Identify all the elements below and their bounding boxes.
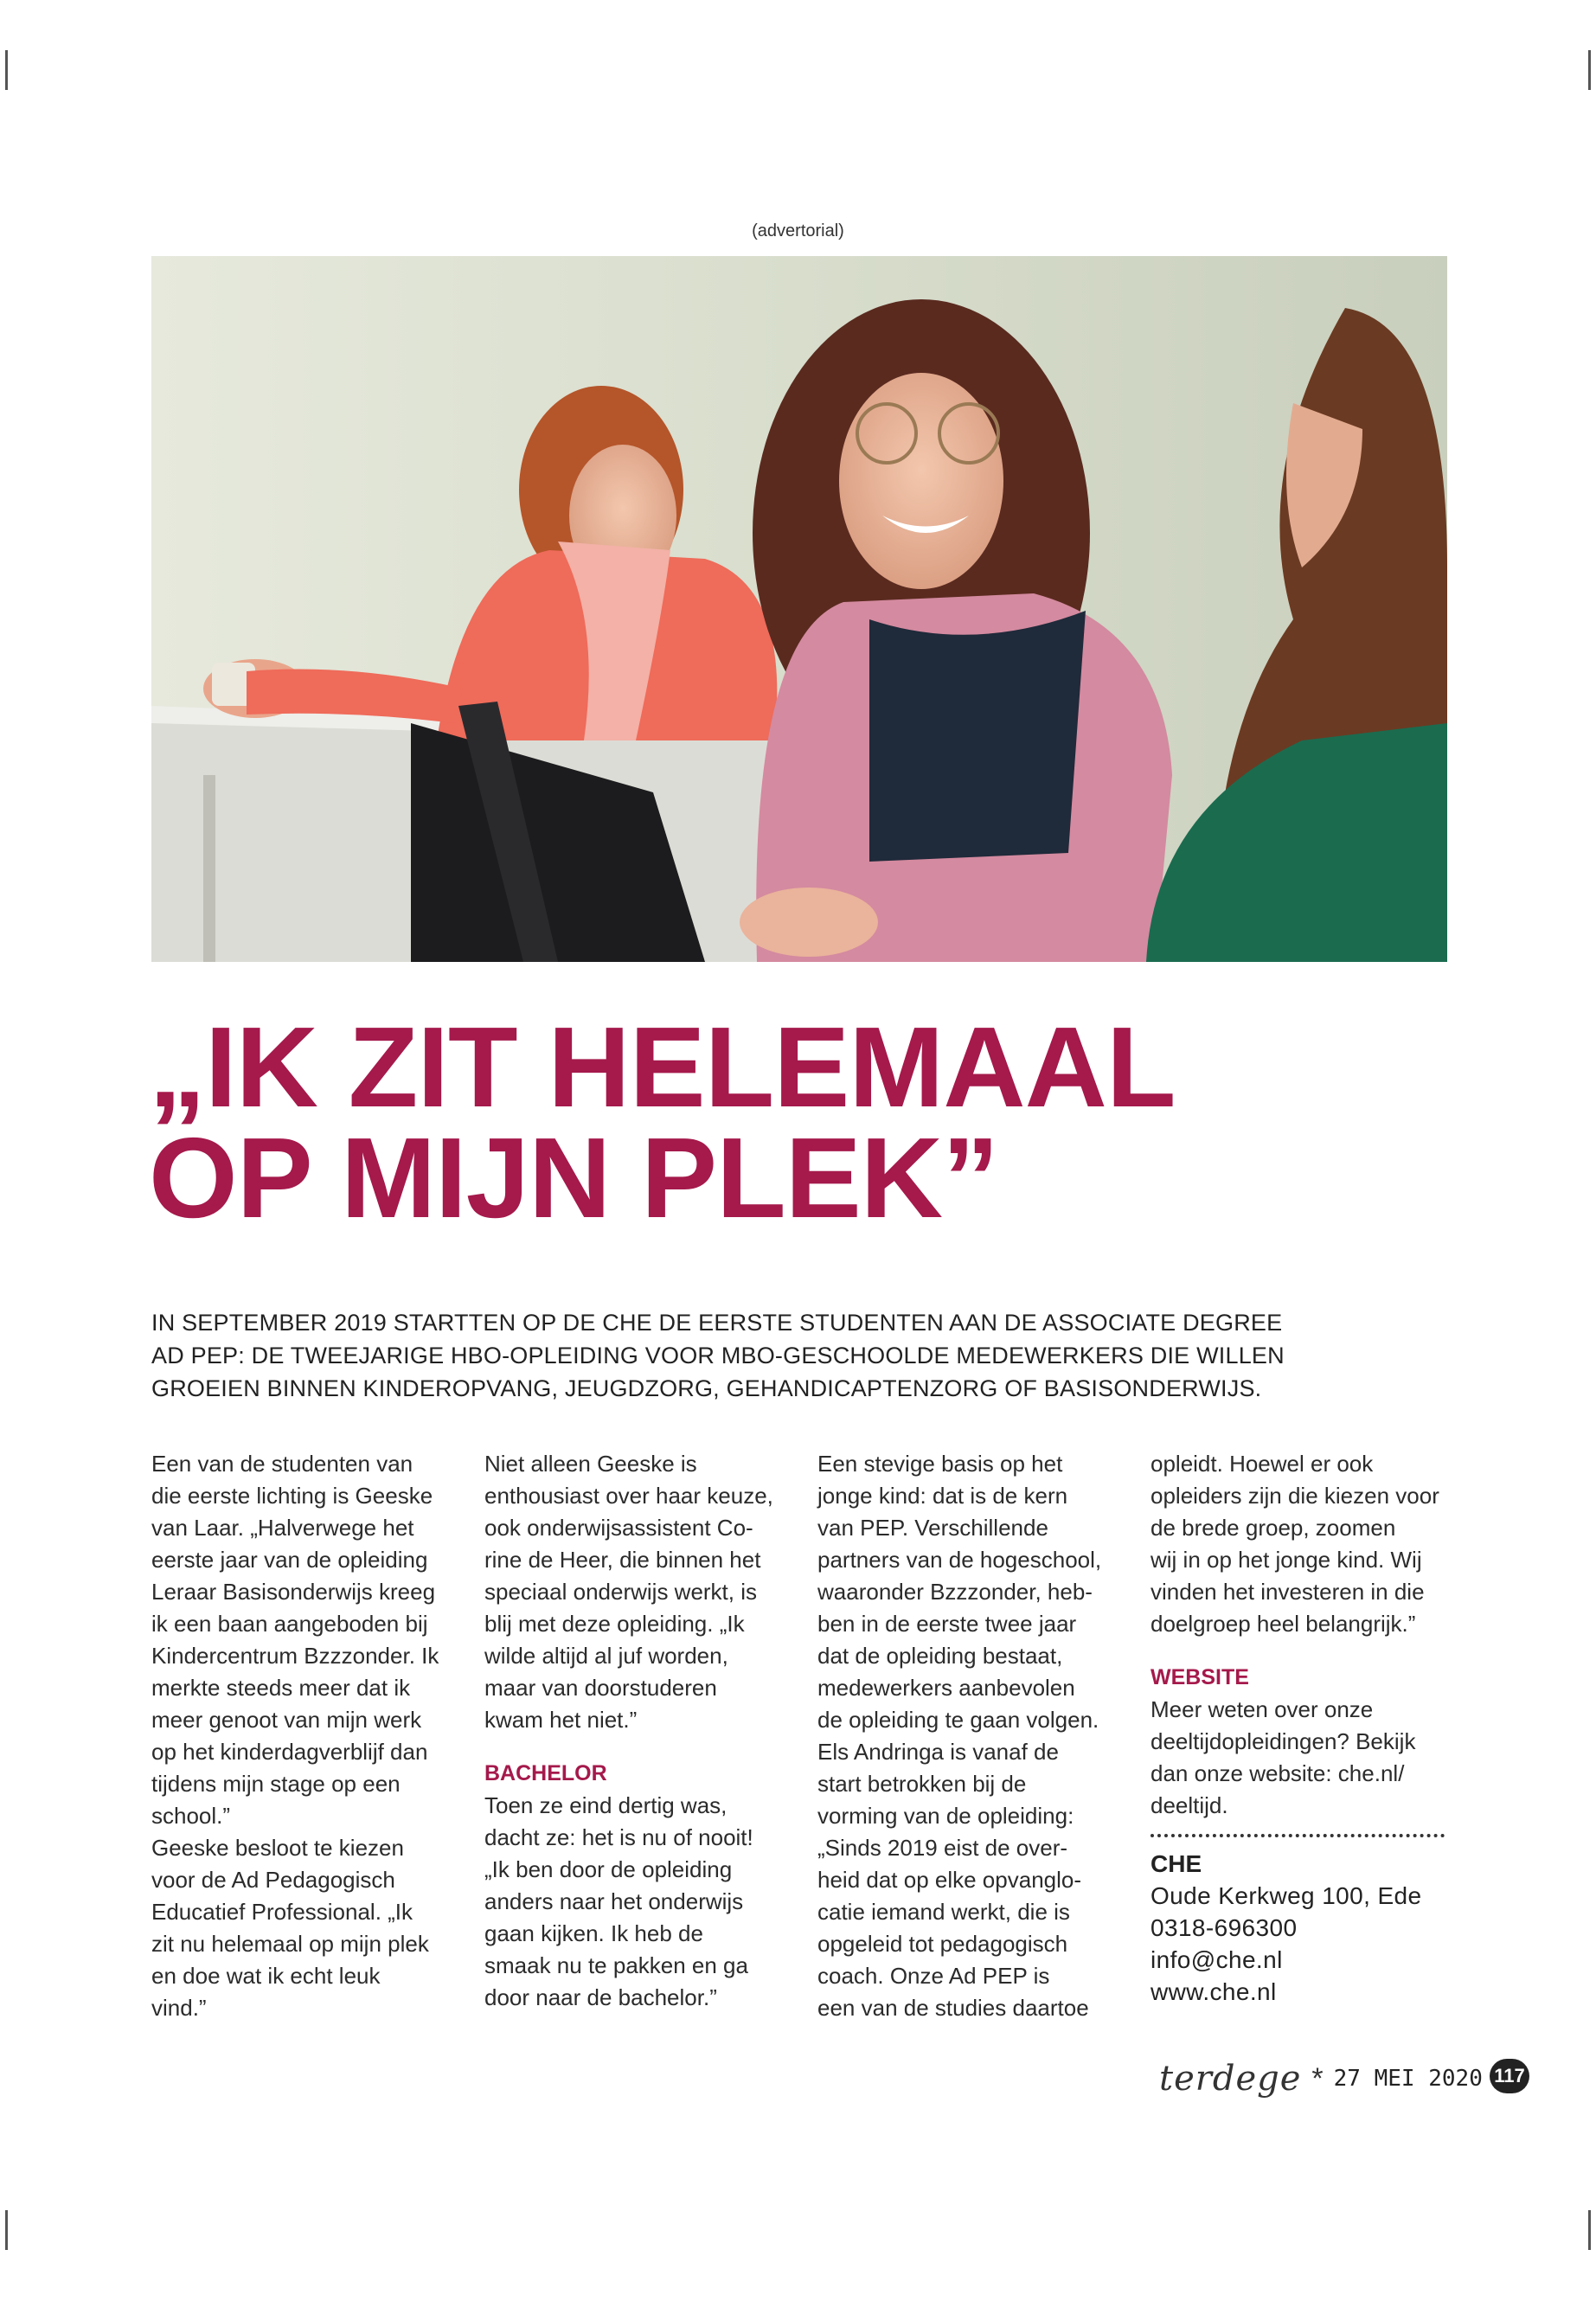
- text-line: Kindercentrum Bzzzonder. Ik: [151, 1643, 439, 1669]
- text-line: waaronder Bzzzonder, heb-: [817, 1579, 1093, 1605]
- text-line: ben in de eerste twee jaar: [817, 1611, 1077, 1637]
- text-line: enthousiast over haar keuze,: [484, 1483, 773, 1509]
- text-line: vorming van de opleiding:: [817, 1803, 1074, 1829]
- text-line: opleidt. Hoewel er ook: [1151, 1451, 1374, 1477]
- magazine-brand: terdege: [1159, 2059, 1302, 2099]
- article-column-4: [1151, 1448, 1455, 2008]
- page-footer: [1159, 2057, 1483, 2100]
- text-line: vinden het investeren in die: [1151, 1579, 1425, 1605]
- text-line: Een van de studenten van: [151, 1451, 413, 1477]
- text-line: dan onze website: che.nl/: [1151, 1760, 1405, 1786]
- dotted-divider: [1151, 1834, 1445, 1837]
- crop-mark-top-right: [1588, 50, 1591, 90]
- subhead-bachelor: BACHELOR: [484, 1761, 607, 1785]
- text-line: deeltijdopleidingen? Bekijk: [1151, 1728, 1416, 1754]
- page-number-badge: 117: [1490, 2059, 1529, 2093]
- text-line: Een stevige basis op het: [817, 1451, 1063, 1477]
- text-line: de brede groep, zoomen: [1151, 1515, 1396, 1541]
- text-line: die eerste lichting is Geeske: [151, 1483, 433, 1509]
- text-line: start betrokken bij de: [817, 1771, 1027, 1797]
- text-line: rine de Heer, die binnen het: [484, 1547, 761, 1573]
- text-line: vind.”: [151, 1995, 207, 2021]
- text-line: smaak nu te pakken en ga: [484, 1952, 748, 1978]
- text-line: maar van doorstuderen: [484, 1675, 717, 1701]
- text-line: heid dat op elke opvanglo-: [817, 1867, 1082, 1893]
- contact-name: CHE: [1151, 1850, 1202, 1877]
- text-line: jonge kind: dat is de kern: [817, 1483, 1068, 1509]
- article-column-3: [817, 1448, 1122, 2024]
- text-line: Geeske besloot te kiezen: [151, 1835, 404, 1861]
- text-line: speciaal onderwijs werkt, is: [484, 1579, 758, 1605]
- text-line: en doe wat ik echt leuk: [151, 1963, 381, 1989]
- contact-email: info@che.nl: [1151, 1946, 1283, 1973]
- text-line: catie iemand werkt, die is: [817, 1899, 1070, 1925]
- text-line: tijdens mijn stage op een: [151, 1771, 401, 1797]
- issue-date: 27 MEI 2020: [1333, 2066, 1483, 2092]
- text-line: de opleiding te gaan volgen.: [817, 1707, 1099, 1733]
- text-line: wij in op het jonge kind. Wij: [1151, 1547, 1422, 1573]
- crop-mark-bottom-right: [1588, 2210, 1591, 2250]
- headline-line-1: „IK ZIT HELEMAAL: [149, 1003, 1176, 1131]
- text-line: op het kinderdagverblijf dan: [151, 1739, 428, 1765]
- lead-line: GROEIEN BINNEN KINDEROPVANG, JEUGDZORG, GEHANDICAPTENZORG OF BASISONDERWIJS.: [151, 1375, 1262, 1401]
- text-line: medewerkers aanbevolen: [817, 1675, 1075, 1701]
- contact-address: Oude Kerkweg 100, Ede: [1151, 1882, 1422, 1909]
- text-line: Educatief Professional. „Ik: [151, 1899, 413, 1925]
- contact-phone: 0318-696300: [1151, 1914, 1298, 1941]
- text-line: dacht ze: het is nu of nooit!: [484, 1824, 753, 1850]
- text-line: ook onderwijsassistent Co-: [484, 1515, 753, 1541]
- lead-line: AD PEP: DE TWEEJARIGE HBO-OPLEIDING VOOR MBO-GESCHOOLDE MEDEWERKERS DIE WILLEN: [151, 1343, 1285, 1368]
- headline-line-2: OP MIJN PLEK”: [149, 1114, 999, 1241]
- text-line: partners van de hogeschool,: [817, 1547, 1102, 1573]
- text-line: blij met deze opleiding. „Ik: [484, 1611, 745, 1637]
- text-line: coach. Onze Ad PEP is: [817, 1963, 1050, 1989]
- text-line: kwam het niet.”: [484, 1707, 638, 1733]
- text-line: wilde altijd al juf worden,: [484, 1643, 728, 1669]
- text-line: Toen ze eind dertig was,: [484, 1792, 727, 1818]
- article-photo: [151, 256, 1447, 962]
- text-line: ik een baan aangeboden bij: [151, 1611, 428, 1637]
- text-line: door naar de bachelor.”: [484, 1984, 717, 2010]
- text-line: school.”: [151, 1803, 231, 1829]
- subhead-website: WEBSITE: [1151, 1665, 1249, 1689]
- crop-mark-top-left: [5, 50, 8, 90]
- text-line: meer genoot van mijn werk: [151, 1707, 422, 1733]
- text-line: Niet alleen Geeske is: [484, 1451, 697, 1477]
- text-line: opgeleid tot pedagogisch: [817, 1931, 1068, 1957]
- text-line: doelgroep heel belangrijk.”: [1151, 1611, 1416, 1637]
- text-line: opleiders zijn die kiezen voor: [1151, 1483, 1439, 1509]
- text-line: „Ik ben door de opleiding: [484, 1856, 733, 1882]
- text-line: eerste jaar van de opleiding: [151, 1547, 428, 1573]
- lead-line: IN SEPTEMBER 2019 STARTTEN OP DE CHE DE EERSTE STUDENTEN AAN DE ASSOCIATE DEGREE: [151, 1310, 1283, 1336]
- text-line: Leraar Basisonderwijs kreeg: [151, 1579, 436, 1605]
- text-line: dat de opleiding bestaat,: [817, 1643, 1063, 1669]
- text-line: zit nu helemaal op mijn plek: [151, 1931, 429, 1957]
- advertorial-label: (advertorial): [752, 221, 844, 240]
- crop-mark-bottom-left: [5, 2210, 8, 2250]
- article-column-2: [484, 1448, 789, 2014]
- text-line: „Sinds 2019 eist de over-: [817, 1835, 1068, 1861]
- text-line: van PEP. Verschillende: [817, 1515, 1048, 1541]
- text-line: anders naar het onderwijs: [484, 1888, 744, 1914]
- lead-paragraph: [151, 1306, 1449, 1405]
- text-line: merkte steeds meer dat ik: [151, 1675, 411, 1701]
- text-line: gaan kijken. Ik heb de: [484, 1920, 703, 1946]
- article-column-1: [151, 1448, 456, 2024]
- text-line: deeltijd.: [1151, 1792, 1228, 1818]
- text-line: voor de Ad Pedagogisch: [151, 1867, 395, 1893]
- text-line: Els Andringa is vanaf de: [817, 1739, 1059, 1765]
- contact-website: www.che.nl: [1151, 1978, 1277, 2005]
- text-line: van Laar. „Halverwege het: [151, 1515, 414, 1541]
- headline: [149, 1003, 1498, 1241]
- text-line: Meer weten over onze: [1151, 1696, 1374, 1722]
- text-line: een van de studies daartoe: [817, 1995, 1089, 2021]
- separator-star-icon: *: [1311, 2061, 1324, 2095]
